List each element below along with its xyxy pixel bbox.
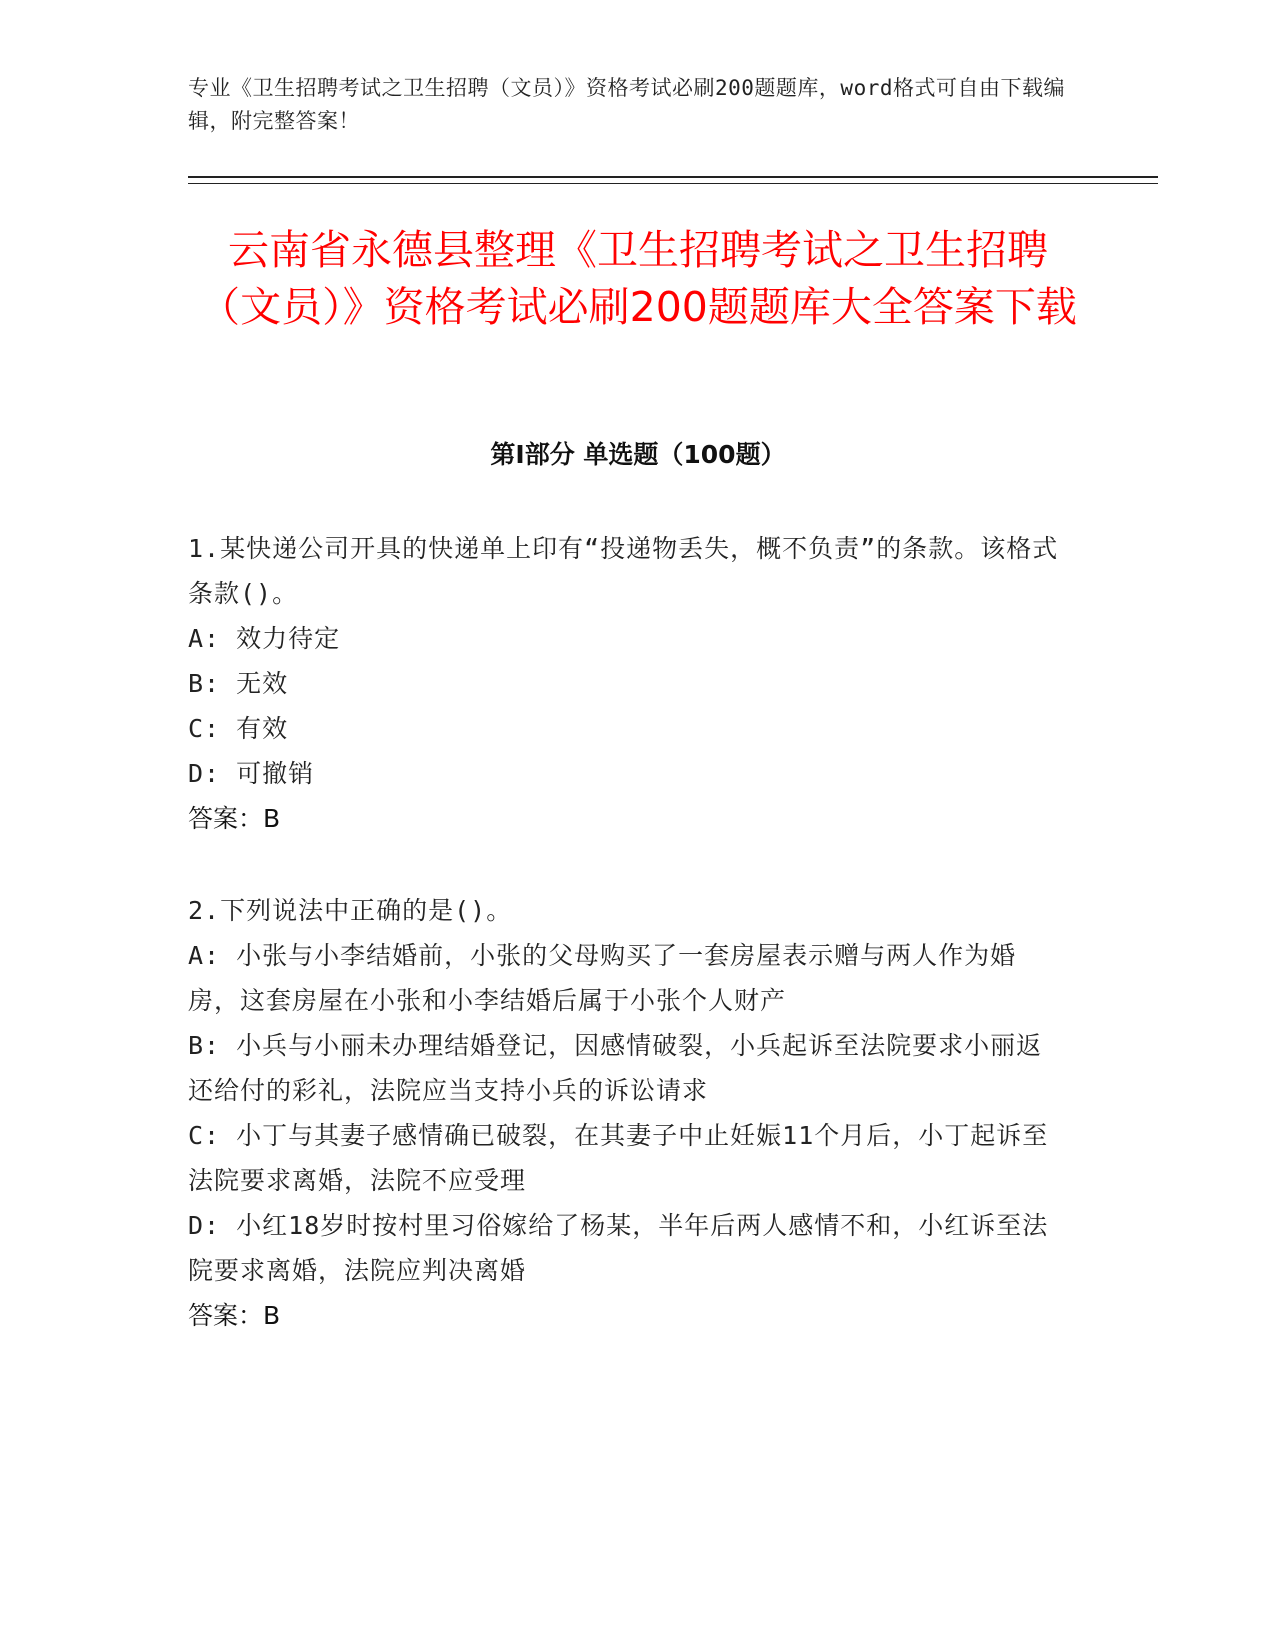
question-2 — [188, 888, 1068, 1338]
option-d: D: 可撤销 — [188, 759, 315, 788]
question-stem: 1.某快递公司开具的快递单上印有“投递物丢失，概不负责”的条款。该格式条款()。 — [188, 534, 1059, 608]
answer-label: 答案：B — [188, 1301, 281, 1330]
document-title: 云南省永德县整理《卫生招聘考试之卫生招聘（文员）》资格考试必刷200题题库大全答案下载 — [199, 226, 1077, 331]
option-a: A: 小张与小李结婚前，小张的父母购买了一套房屋表示赠与两人作为婚房，这套房屋在小张和小李结婚后属于小张个人财产 — [188, 941, 1017, 1015]
answer-label: 答案：B — [188, 804, 281, 833]
option-b: B: 无效 — [188, 669, 289, 698]
header-note: 专业《卫生招聘考试之卫生招聘（文员）》资格考试必刷200题题库，word格式可自由下载编辑，附完整答案！ — [188, 76, 1065, 133]
option-d: D: 小红18岁时按村里习俗嫁给了杨某，半年后两人感情不和，小红诉至法院要求离婚，法院应判决离婚 — [188, 1211, 1049, 1285]
option-a: A: 效力待定 — [188, 624, 341, 653]
question-stem: 2.下列说法中正确的是()。 — [188, 896, 513, 925]
header-divider-thick — [188, 176, 1158, 178]
option-c: C: 有效 — [188, 714, 289, 743]
question-1 — [188, 526, 1068, 841]
section-heading: 第Ⅰ部分 单选题（100题） — [490, 440, 786, 469]
option-c: C: 小丁与其妻子感情确已破裂，在其妻子中止妊娠11个月后，小丁起诉至法院要求离婚，法院不应受理 — [188, 1121, 1049, 1195]
option-b: B: 小兵与小丽未办理结婚登记，因感情破裂，小兵起诉至法院要求小丽返还给付的彩礼，法院应当支持小兵的诉讼请求 — [188, 1031, 1043, 1105]
header-divider-thin — [188, 183, 1158, 184]
